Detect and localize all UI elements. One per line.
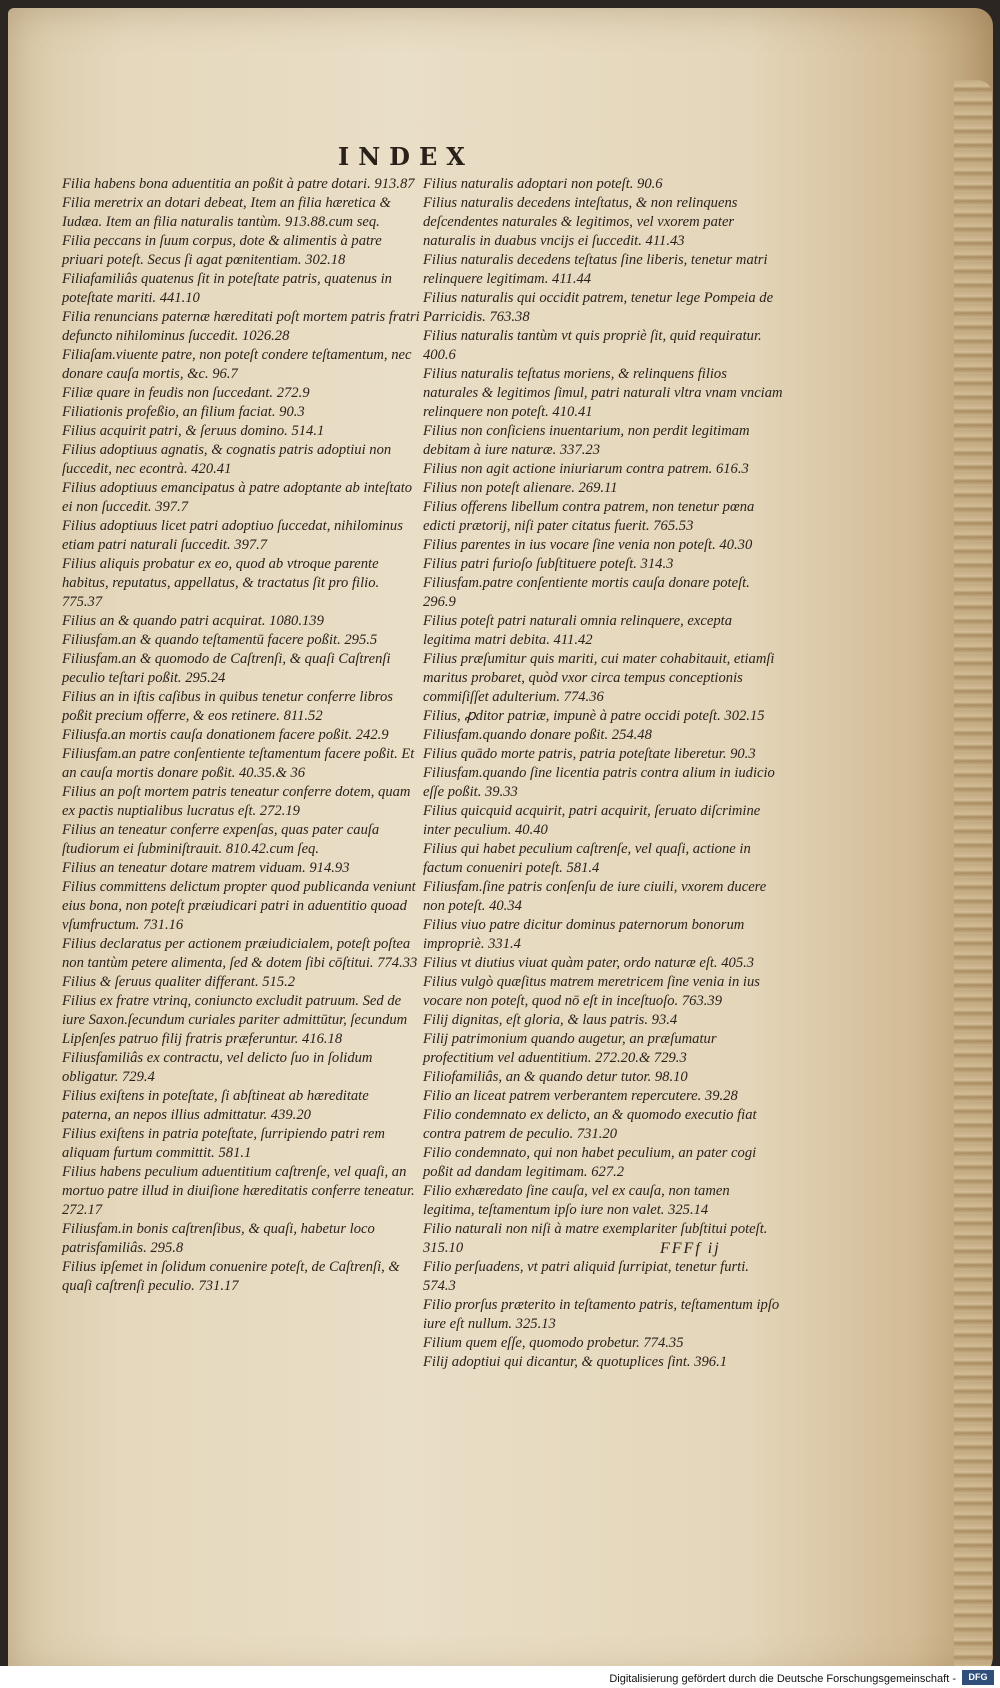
index-entry: Filius an in iſtis caſibus in quibus tenetur conferre libros poßit precium offerre, & eos retinere. 811.52 <box>62 689 393 724</box>
index-entry: Filio perſuadens, vt patri aliquid ſurripiat, tenetur furti. 574.3 <box>423 1259 749 1294</box>
index-entry: Filiusfam.quando ſine licentia patris contra alium in iudicio eſſe poßit. 39.33 <box>423 765 775 800</box>
index-entry: Filiusfam.quando donare poßit. 254.48 <box>423 727 652 743</box>
index-entry: Filius habens peculium aduentitium caſtrenſe, vel quaſi, an mortuo patre illud in diuiſione hæreditatis conferre teneatur. 272.17 <box>62 1164 415 1218</box>
index-entry: Filiationis profeßio, an filium faciat. 90.3 <box>62 404 305 420</box>
index-entry: Filiusfam.an & quomodo de Caſtrenſi, & quaſi Caſtrenſi peculio teſtari poßit. 295.24 <box>62 651 391 686</box>
index-entry: Filiæ quare in feudis non ſuccedant. 272.9 <box>62 385 310 401</box>
index-entry: Filius committens delictum propter quod publicanda veniunt eius bona, non poteſt præiudicari patri in aduentitio quoad vſumfructum. 731.16 <box>62 879 416 933</box>
left-column <box>62 175 420 1296</box>
index-entry: Filio an liceat patrem verberantem repercutere. 39.28 <box>423 1088 738 1104</box>
index-entry: Filio condemnato, qui non habet peculium, an pater cogi poßit ad dandam legitimam. 627.2 <box>423 1145 757 1180</box>
index-entry: Filius & ſeruus qualiter differant. 515.2 <box>62 974 296 990</box>
dfg-logo: DFG <box>962 1670 994 1685</box>
index-entry: Filius an teneatur conferre expenſas, quas pater cauſa ſtudiorum ei ſubminiſtrauit. 810.42.cum ſeq. <box>62 822 380 857</box>
index-entry: Filius quicquid acquirit, patri acquirit, ſeruato diſcrimine inter peculium. 40.40 <box>423 803 761 838</box>
index-entry: Filius naturalis teſtatus moriens, & relinquens filios naturales & legitimos ſimul, patri naturali vltra vnam vnciam relinquere non poteſt. 410.41 <box>423 366 783 420</box>
index-entry: Filiusfamiliâs ex contractu, vel delicto ſuo in ſolidum obligatur. 729.4 <box>62 1050 373 1085</box>
index-entry: Filius præſumitur quis mariti, cui mater cohabitauit, etiamſi maritus probaret, quòd vxor circa tempus conceptionis commiſiſſet adulterium. 774.36 <box>423 651 775 705</box>
index-header: INDEX <box>338 142 474 171</box>
index-entry: Filius declaratus per actionem præiudicialem, poteſt poſtea non tantùm petere alimenta, ſed & dotem ſibi cōſtitui. 774.33 <box>62 936 418 971</box>
index-entry: Filiusfam.an patre conſentiente teſtamentum facere poßit. Et an cauſa mortis donare poßit. 40.35.& 36 <box>62 746 415 781</box>
index-entry: Filia habens bona aduentitia an poßit à patre dotari. 913.87 <box>62 176 415 192</box>
footer-credit: Digitalisierung gefördert durch die Deutsche Forschungsgemeinschaft - <box>609 1673 956 1685</box>
index-entry: Filio prorſus præterito in teſtamento patris, teſtamentum ipſo iure eſt nullum. 325.13 <box>423 1297 780 1332</box>
index-entry: Filius adoptiuus agnatis, & cognatis patris adoptiui non ſuccedit, nec econtrà. 420.41 <box>62 442 392 477</box>
index-entry: Filius vt diutius viuat quàm pater, ordo naturæ eſt. 405.3 <box>423 955 755 971</box>
index-entry: Filius poteſt patri naturali omnia relinquere, excepta legitima matri debita. 411.42 <box>423 613 732 648</box>
index-entry: Filiusfam.ſine patris conſenſu de iure ciuili, vxorem ducere non poteſt. 40.34 <box>423 879 767 914</box>
index-entry: Filius vulgò quæſitus matrem meretricem ſine venia in ius vocare non poteſt, quod nō eſt in inceſtuoſo. 763.39 <box>423 974 760 1009</box>
index-entry: Filius acquirit patri, & ſeruus domino. 514.1 <box>62 423 325 439</box>
page-edges <box>954 80 992 1680</box>
index-entry: Filius naturalis tantùm vt quis propriè ſit, quid requiratur. 400.6 <box>423 328 762 363</box>
index-entry: Filius ipſemet in ſolidum conuenire poteſt, de Caſtrenſi, & quaſi caſtrenſi peculio. 731.17 <box>62 1259 400 1294</box>
index-entry: Filij dignitas, eſt gloria, & laus patris. 93.4 <box>423 1012 678 1028</box>
index-entry: Filius exiſtens in patria poteſtate, ſurripiendo patri rem aliquam furtum committit. 581.1 <box>62 1126 385 1161</box>
index-entry: Filius parentes in ius vocare ſine venia non poteſt. 40.30 <box>423 537 753 553</box>
right-column <box>423 175 783 1372</box>
index-entry: Filius non conſiciens inuentarium, non perdit legitimam debitam à iure naturæ. 337.23 <box>423 423 750 458</box>
index-entry: Filius adoptiuus emancipatus à patre adoptante ab inteſtato ei non ſuccedit. 397.7 <box>62 480 413 515</box>
index-entry: Filius non agit actione iniuriarum contra patrem. 616.3 <box>423 461 749 477</box>
index-entry: Filius qui habet peculium caſtrenſe, vel quaſi, actione in factum conueniri poteſt. 581.4 <box>423 841 751 876</box>
index-entry: Filius aliquis probatur ex eo, quod ab vtroque parente habitus, reputatus, appellatus, & tractatus ſit pro filio. 775.37 <box>62 556 380 610</box>
index-entry: Filius naturalis qui occidit patrem, tenetur lege Pompeia de Parricidis. 763.38 <box>423 290 774 325</box>
index-entry: Filius adoptiuus licet patri adoptiuo ſuccedat, nihilominus etiam patri naturali ſuccedit. 397.7 <box>62 518 403 553</box>
index-entry: Filius an poſt mortem patris teneatur conferre dotem, quam ex pactis nuptialibus lucratus eſt. 272.19 <box>62 784 411 819</box>
index-entry: Filio condemnato ex delicto, an & quomodo executio fiat contra patrem de peculio. 731.20 <box>423 1107 757 1142</box>
index-entry: Filius naturalis decedens inteſtatus, & non relinquens deſcendentes naturales & legitimos, vel vxorem pater naturalis in duabus vncijs ei ſuccedit. 411.43 <box>423 195 738 249</box>
index-entry: Filiusfam.an & quando teſtamentū facere poßit. 295.5 <box>62 632 378 648</box>
index-entry: Filius offerens libellum contra patrem, non tenetur pœna edicti prætorij, niſi pater citatus fuerit. 765.53 <box>423 499 755 534</box>
index-entry: Filia meretrix an dotari debeat, Item an filia hæretica & Iudæa. Item an filia naturalis tantùm. 913.88.cum seq. <box>62 195 391 230</box>
index-entry: Filio exhæredato ſine cauſa, vel ex cauſa, non tamen legitima, teſtamentum ipſo iure non valet. 325.14 <box>423 1183 730 1218</box>
index-entry: Filiusfam.in bonis caſtrenſibus, & quaſi, habetur loco patrisfamiliâs. 295.8 <box>62 1221 375 1256</box>
index-entry: Filius naturalis adoptari non poteſt. 90.6 <box>423 176 663 192</box>
index-entry: Filius non poteſt alienare. 269.11 <box>423 480 618 496</box>
index-entry: Filius viuo patre dicitur dominus paternorum bonorum impropriè. 331.4 <box>423 917 745 952</box>
signature-mark: FFFf ij <box>660 1240 721 1257</box>
index-entry: Filius, ꝓditor patriæ, impunè à patre occidi poteſt. 302.15 <box>423 708 765 724</box>
index-entry: Filiusfa.an mortis cauſa donationem facere poßit. 242.9 <box>62 727 389 743</box>
index-entry: Filius an teneatur dotare matrem viduam. 914.93 <box>62 860 350 876</box>
footer-bar <box>0 1666 1000 1688</box>
index-entry: Filius quādo morte patris, patria poteſtate liberetur. 90.3 <box>423 746 756 762</box>
index-entry: Filij patrimonium quando augetur, an præſumatur profectitium vel aduentitium. 272.20.& 729.3 <box>423 1031 717 1066</box>
index-entry: Filius exiſtens in poteſtate, ſi abſtineat ab hæreditate paterna, an nepos illius admittatur. 439.20 <box>62 1088 369 1123</box>
index-entry: Filius ex fratre vtrinq, coniuncto excludit patruum. Sed de iure Saxon.ſecundum curiales pariter admittūtur, ſecundum Lipſenſes patruo filij fratris præferuntur. 416.18 <box>62 993 408 1047</box>
index-entry: Filiaſam.viuente patre, non poteſt condere teſtamentum, nec donare cauſa mortis, &c. 96.7 <box>62 347 412 382</box>
index-entry: Filia renuncians paternæ hæreditati poſt mortem patris fratri defuncto nihilominus ſuccedit. 1026.28 <box>62 309 420 344</box>
index-entry: Filius patri furioſo ſubſtituere poteſt. 314.3 <box>423 556 674 572</box>
index-entry: Filij adoptiui qui dicantur, & quotuplices ſint. 396.1 <box>423 1354 728 1370</box>
index-entry: Filio naturali non niſi à matre exemplariter ſubſtitui poteſt. 315.10 <box>423 1221 768 1256</box>
index-entry: Filium quem eſſe, quomodo probetur. 774.35 <box>423 1335 684 1351</box>
index-entry: Filiusfam.patre conſentiente mortis cauſa donare poteſt. 296.9 <box>423 575 750 610</box>
index-entry: Filia peccans in ſuum corpus, dote & alimentis à patre priuari poteſt. Secus ſi agat pœnitentiam. 302.18 <box>62 233 382 268</box>
index-entry: Filius an & quando patri acquirat. 1080.139 <box>62 613 324 629</box>
index-entry: Filiofamiliâs, an & quando detur tutor. 98.10 <box>423 1069 688 1085</box>
index-entry: Filius naturalis decedens teſtatus ſine liberis, tenetur matri relinquere legitimam. 411.44 <box>423 252 768 287</box>
index-entry: Filiafamiliâs quatenus ſit in poteſtate patris, quatenus in poteſtate mariti. 441.10 <box>62 271 392 306</box>
